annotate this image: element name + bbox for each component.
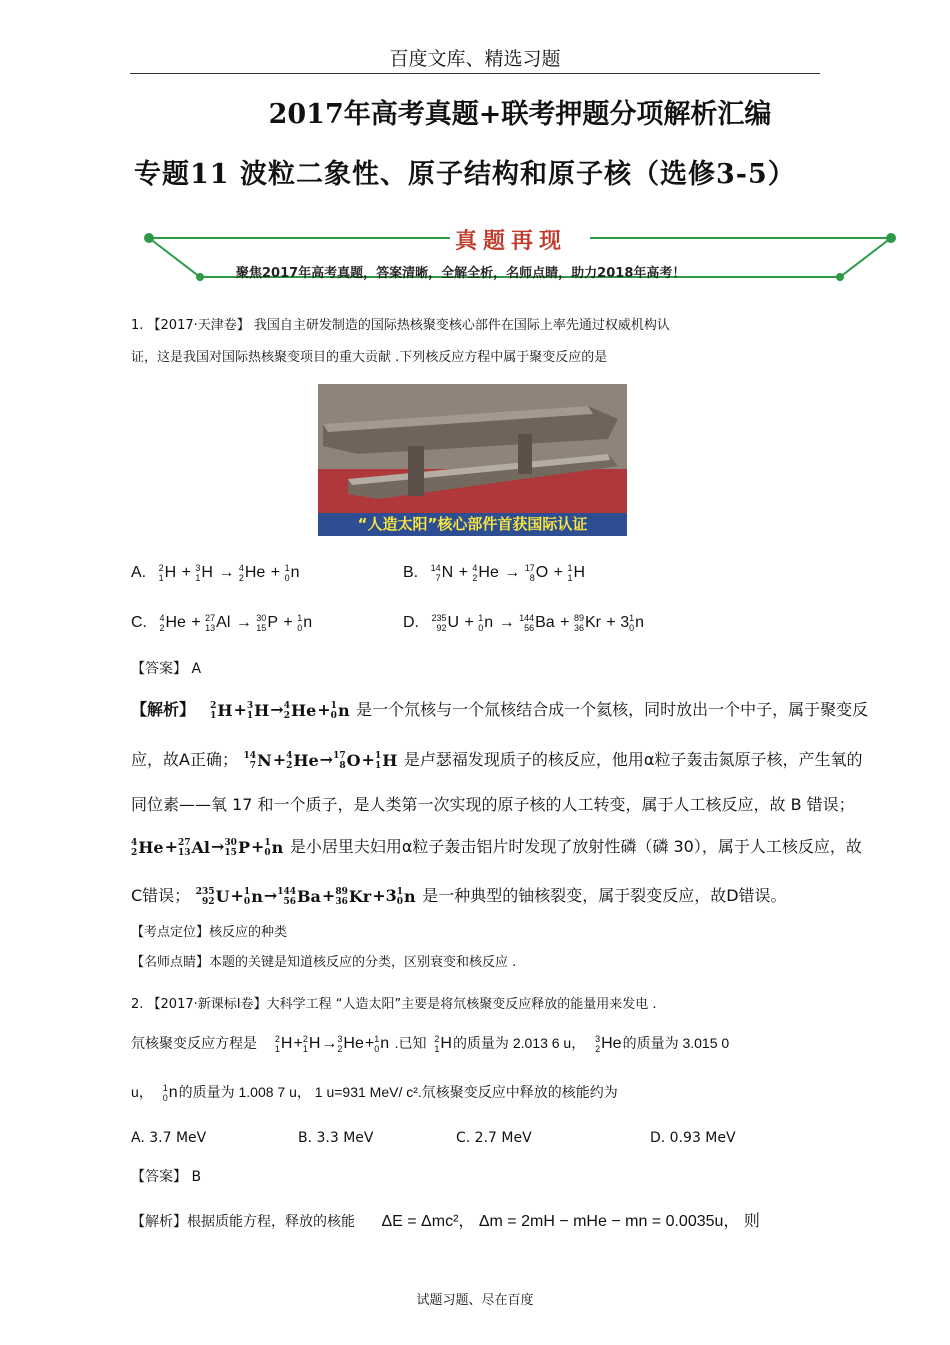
q2-option-a: A. 3.7 MeV [131,1130,207,1146]
q2-answer: 【答案】 B [131,1169,202,1185]
q1-explanation-line5: C错误； 235 92 U+ 1 0 n→ 144 56 Ba+ 89 36 Kr+3 1 0 n 是一种典型的铀核裂变，属于裂变反应，故D错误。 [131,886,787,907]
subtitle: 专题11 波粒二象性、原子结构和原子核（选修3-5） [134,159,796,190]
q1-mingshi: 【名师点睛】本题的关键是知道核反应的分类，区别衰变和核反应 . [131,955,517,970]
page-footer: 试题习题、尽在百度 [416,1293,534,1308]
q2-explanation: 【解析】根据质能方程，释放的核能 ΔE = Δmc²， Δm = 2mH − mHe − mn = 0.0035u， 则 [131,1213,760,1230]
q1-explanation-line2: 应，故A正确； 14 7 N+ 4 2 He→ 17 8 O+ 1 1 H 是卢瑟福发现质子的核反应，他用α粒子轰击氮原子核，产生氧的 [131,750,863,771]
q1-explanation-line3: 同位素——氧 17 和一个质子，是人类第一次实现的原子核的人工转变，属于人工核反应，故 B 错误； [131,795,855,814]
option-a-label: A. [131,564,147,582]
q1-stem-line2: 证，这是我国对国际热核聚变项目的重大贡献 .下列核反应方程中属于聚变反应的是 [131,350,608,365]
photo-caption: “人造太阳”核心部件首获国际认证 [318,513,627,536]
header-divider [130,73,820,74]
q1-option-d: D. 235 92 U + 1 0 n → 144 56 Ba + 89 36 Kr + 3 1 0 n [403,613,645,633]
option-b-label: B. [403,564,419,582]
q1-explanation-line1: 【解析】 2 1 H+ 3 1 H→ 4 2 He+ 1 0 n 是一个氘核与一个氚核结合成一个氦核，同时放出一个中子，属于聚变反 [131,700,869,721]
q2-stem-line1: 2. 【2017·新课标Ⅰ卷】大科学工程 “人造太阳”主要是将氘核聚变反应释放的能量用来发电 . [131,997,657,1012]
q2-formula: ΔE = Δmc²， Δm = 2mH − mHe − mn = 0.0035u， 则 [381,1213,760,1230]
q1-stem-line1: 1. 【2017·天津卷】 我国自主研发制造的国际热核聚变核心部件在国际上率先通过权威机构认 [131,318,670,333]
q2-option-c: C. 2.7 MeV [456,1130,532,1146]
q2-option-b: B. 3.3 MeV [298,1130,374,1146]
q1-explanation-line4: 4 2 He+ 27 13 Al→ 30 15 P+ 1 0 n 是小居里夫妇用α粒子轰击铝片时发现了放射性磷（磷 30），属于人工核反应，故 [131,837,862,858]
option-c-label: C. [131,614,147,632]
q2-stem-line3: u， 1 0 n的质量为 1.008 7 u， 1 u=931 MeV/ c².氘核聚变反应中释放的核能约为 [131,1082,618,1103]
q1-option-c: C. 4 2 He + 27 13 Al → 30 15 P + 1 0 n [131,613,313,633]
q1-answer: 【答案】 A [131,661,202,677]
q1-kaodian: 【考点定位】核反应的种类 [131,925,288,940]
banner-tagline: 聚焦2017年高考真题，答案清晰，全解全析，名师点睛，助力2018年高考！ [236,266,686,281]
q1-option-a: A. 2 1 H + 3 1 H → 4 2 He + 1 0 n [131,563,300,583]
doc-title: 2017年高考真题+联考押题分项解析汇编 [268,99,772,130]
page-header: 百度文库、精选习题 [389,48,561,70]
q2-option-d: D. 0.93 MeV [650,1130,736,1146]
q2-stem-line2: 氘核聚变反应方程是 2 1 H+ 2 1 H→ 3 2 He+ 1 0 n .已知 2 1 H的质量为 2.013 6 u， 3 2 He的质量为 3.015 0 [131,1033,730,1054]
option-d-label: D. [403,614,419,632]
banner-heading: 真题再现 [455,228,568,254]
q1-option-b: B. 14 7 N + 4 2 He → 17 8 O + 1 1 H [403,563,586,583]
